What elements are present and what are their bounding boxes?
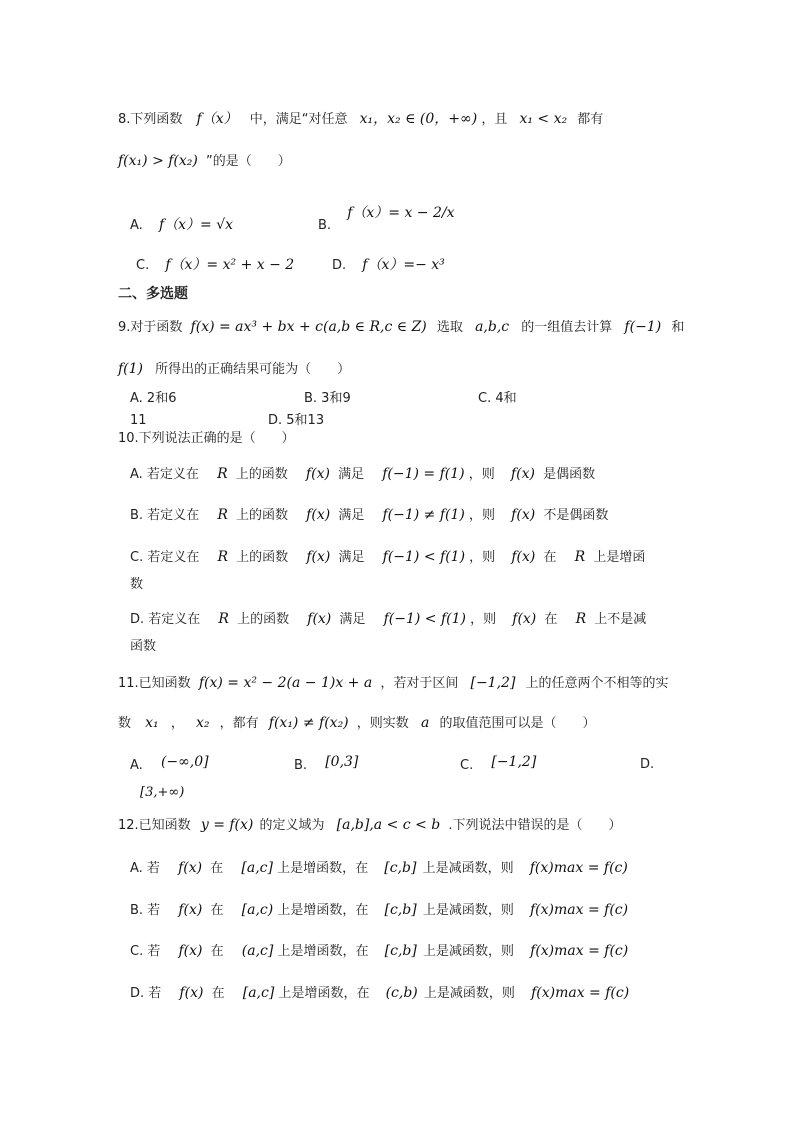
section-title: 二、多选题 (118, 286, 188, 302)
q9-text-c: 的一组值去计算 (521, 320, 613, 335)
q9-option-a: A. 2和6 (130, 391, 177, 406)
q9-stem-end: 所得出的正确结果可能为（ ） (155, 362, 351, 377)
option-mid: 上的函数 (235, 467, 288, 482)
option-prefix: D. 若 (130, 986, 162, 1001)
option-interval2: [c,b] (384, 860, 417, 876)
option-interval2: [c,b] (384, 943, 417, 959)
q10-option-d (130, 610, 646, 629)
option-R: R (217, 549, 229, 565)
option-result: f(x)max = f(c) (529, 902, 629, 918)
q11-x1: x₁ (145, 715, 159, 731)
q12-option-c (130, 942, 628, 961)
q8-option-d (332, 256, 445, 275)
option-math: [−1,2] (491, 754, 537, 770)
option-result: f(x)max = f(c) (530, 943, 629, 959)
option-prefix: C. 若定义在 (130, 550, 200, 565)
q8-inequality: x₁ < x₂ (519, 111, 568, 127)
option-then: ，则 (468, 467, 495, 482)
q11-option-a (130, 756, 209, 775)
q11-option-d-label: D. (640, 757, 655, 772)
option-text1: 上是增函数，在 (278, 986, 370, 1001)
q12-option-b (130, 901, 628, 920)
option-prefix: B. 若 (130, 903, 161, 918)
option-fx2: f(x) (512, 611, 537, 627)
option-mid: 上的函数 (237, 612, 290, 627)
option-label: A. (130, 758, 143, 773)
option-satisfies: 满足 (338, 550, 365, 565)
q9-text-d: 和 (671, 320, 685, 335)
q11-option-d-math: [3,+∞) (140, 785, 185, 800)
q8-stem-end: ”的是（ ） (206, 154, 291, 169)
option-satisfies: 满足 (338, 508, 365, 523)
option-R2: R (575, 611, 587, 627)
q10-option-b (130, 506, 608, 525)
option-label: C. (460, 758, 474, 773)
option-interval1: (a,c] (241, 943, 274, 959)
option-label: C. (136, 258, 150, 273)
q9-number: 9.对于函数 (118, 320, 183, 335)
option-prefix: B. 若定义在 (130, 508, 200, 523)
option-conclusion: 不是偶函数 (543, 508, 609, 523)
option-label: A. (130, 218, 143, 233)
option-text2: 上是减函数，则 (423, 986, 515, 1001)
q11-a: a (420, 715, 430, 731)
option-then: ，则 (469, 508, 496, 523)
option-R: R (217, 466, 228, 482)
option-interval2: [c,b] (384, 902, 417, 918)
option-mid: 上的函数 (236, 508, 289, 523)
option-prefix: D. 若定义在 (130, 612, 201, 627)
q11-option-b (294, 756, 358, 775)
option-math: f（x）= √x (158, 217, 234, 233)
option-text1: 上是增函数，在 (277, 903, 369, 918)
option-prefix: C. 若 (130, 944, 161, 959)
q9-stem-line2 (118, 360, 350, 379)
q11-stem-line1 (118, 674, 669, 693)
q9-text-b: 选取 (436, 320, 463, 335)
option-text1: 上是增函数，在 (277, 861, 369, 876)
option-conclusion: 在 (544, 612, 558, 627)
q9-f-minus1: f(−1) (624, 319, 662, 335)
option-fx2: f(x) (511, 507, 536, 523)
option-R: R (217, 507, 228, 523)
q8-text-b: 中，满足“对任意 (249, 112, 348, 127)
option-prefix: A. 若定义在 (130, 467, 199, 482)
q9-f1: f(1) (118, 361, 144, 377)
q9-stem-line1 (118, 318, 684, 337)
q10-option-c (130, 548, 645, 567)
q11-number: 11.已知函数 (118, 676, 191, 691)
option-label: B. (294, 758, 308, 773)
option-satisfies: 满足 (338, 467, 365, 482)
option-R: R (218, 611, 229, 627)
option-interval1: [a,c) (241, 902, 274, 918)
section-heading (118, 285, 188, 304)
option-in: 在 (210, 944, 224, 959)
q12-option-a (130, 859, 628, 878)
q12-text-b: 的定义域为 (259, 818, 325, 833)
q11-comma: ， (170, 716, 184, 731)
q11-stem-line2 (118, 714, 595, 733)
option-text2: 上是减函数，则 (422, 861, 514, 876)
option-text2: 上是减函数，则 (422, 944, 514, 959)
option-prefix: A. 若 (130, 861, 160, 876)
option-text1: 上是增函数，在 (277, 944, 369, 959)
q11-interval: [−1,2] (470, 675, 516, 691)
q8-text-c: ，且 (481, 112, 508, 127)
q8-stem-line2 (118, 152, 291, 171)
option-text2: 上是减函数，则 (422, 903, 514, 918)
option-in: 在 (210, 861, 224, 876)
option-condition: f(−1) = f(1) (382, 466, 465, 482)
option-satisfies: 满足 (339, 612, 366, 627)
q9-option-c-continued: 11 (130, 413, 147, 428)
option-label: B. (318, 218, 332, 233)
option-then: ，则 (470, 612, 497, 627)
option-interval2: (c,b) (385, 985, 418, 1001)
option-fx2: f(x) (511, 549, 536, 565)
option-result: f(x)max = f(c) (529, 860, 628, 876)
option-fx: f(x) (306, 507, 331, 523)
q10-stem: 10.下列说法正确的是（ ） (118, 431, 295, 446)
q12-function: y = f(x) (200, 817, 254, 833)
q10-option-c-continued: 数 (130, 577, 144, 592)
option-R2: R (574, 549, 586, 565)
option-mid: 上的函数 (236, 550, 289, 565)
option-fx: f(x) (178, 860, 203, 876)
q9-function: f(x) = ax³ + bx + c(a,b ∈ R,c ∈ Z) (190, 319, 427, 335)
option-math: f（x）= x − 2/x (347, 205, 455, 221)
option-label: D. (332, 258, 347, 273)
q11-text-c: 上的任意两个不相等的实 (525, 676, 669, 691)
option-math: (−∞,0] (160, 754, 209, 770)
q11-text-shu: 数 (118, 716, 132, 731)
q8-number: 8.下列函数 (118, 112, 183, 127)
option-condition: f(−1) < f(1) (382, 549, 466, 565)
q12-stem-end: .下列说法中错误的是（ ） (448, 818, 622, 833)
option-fx: f(x) (306, 549, 331, 565)
option-result: f(x)max = f(c) (531, 985, 630, 1001)
option-fx: f(x) (179, 985, 204, 1001)
option-conclusion-end: 上是增函 (593, 550, 646, 565)
q11-text-d: ，则实数 (356, 716, 409, 731)
option-fx: f(x) (305, 466, 330, 482)
q10-option-a (130, 465, 595, 484)
q8-text-d: 都有 (577, 112, 604, 127)
option-condition: f(−1) < f(1) (383, 611, 466, 627)
q8-function: f（x） (196, 111, 238, 127)
q11-neq: f(x₁) ≠ f(x₂) (268, 715, 349, 731)
option-interval1: [a,c] (241, 860, 273, 876)
q8-option-a (130, 216, 233, 235)
q10-option-d-continued: 函数 (130, 639, 157, 654)
option-fx: f(x) (178, 902, 203, 918)
q8-stem-line1 (118, 110, 603, 129)
option-fx2: f(x) (510, 466, 535, 482)
q8-condition: x₁，x₂ ∈ (0，+∞) (359, 111, 478, 127)
q8-option-c (136, 256, 294, 275)
option-condition: f(−1) ≠ f(1) (382, 507, 465, 523)
option-math: f（x）=− x³ (362, 257, 445, 273)
q11-stem-end: 的取值范围可以是（ ） (439, 716, 596, 731)
q11-text-b: ，若对于区间 (380, 676, 459, 691)
option-conclusion: 是偶函数 (543, 467, 596, 482)
q12-number: 12.已知函数 (118, 818, 191, 833)
q9-option-c: C. 4和 (478, 391, 517, 406)
q12-stem (118, 816, 622, 835)
q11-text-c2: ，都有 (219, 716, 259, 731)
option-fx: f(x) (307, 611, 332, 627)
q11-option-c (460, 756, 536, 775)
option-in: 在 (211, 986, 225, 1001)
q8-option-b (318, 205, 455, 235)
q9-option-d: D. 5和13 (268, 413, 325, 428)
q12-option-d (130, 984, 629, 1003)
option-conclusion: 在 (543, 550, 557, 565)
option-math: [0,3] (325, 754, 359, 770)
option-math: f（x）= x² + x − 2 (165, 257, 295, 273)
option-in: 在 (210, 903, 224, 918)
q9-abc: a,b,c (475, 319, 510, 335)
q9-option-b: B. 3和9 (304, 391, 351, 406)
option-then: ，则 (469, 550, 496, 565)
q12-domain: [a,b],a < c < b (336, 817, 441, 833)
q11-function: f(x) = x² − 2(a − 1)x + a (198, 675, 373, 691)
option-fx: f(x) (178, 943, 203, 959)
q11-x2: x₂ (195, 715, 210, 731)
q8-stem-math: f(x₁) > f(x₂) (118, 153, 198, 169)
option-interval1: [a,c] (242, 985, 275, 1001)
option-conclusion-end: 上不是减 (594, 612, 647, 627)
